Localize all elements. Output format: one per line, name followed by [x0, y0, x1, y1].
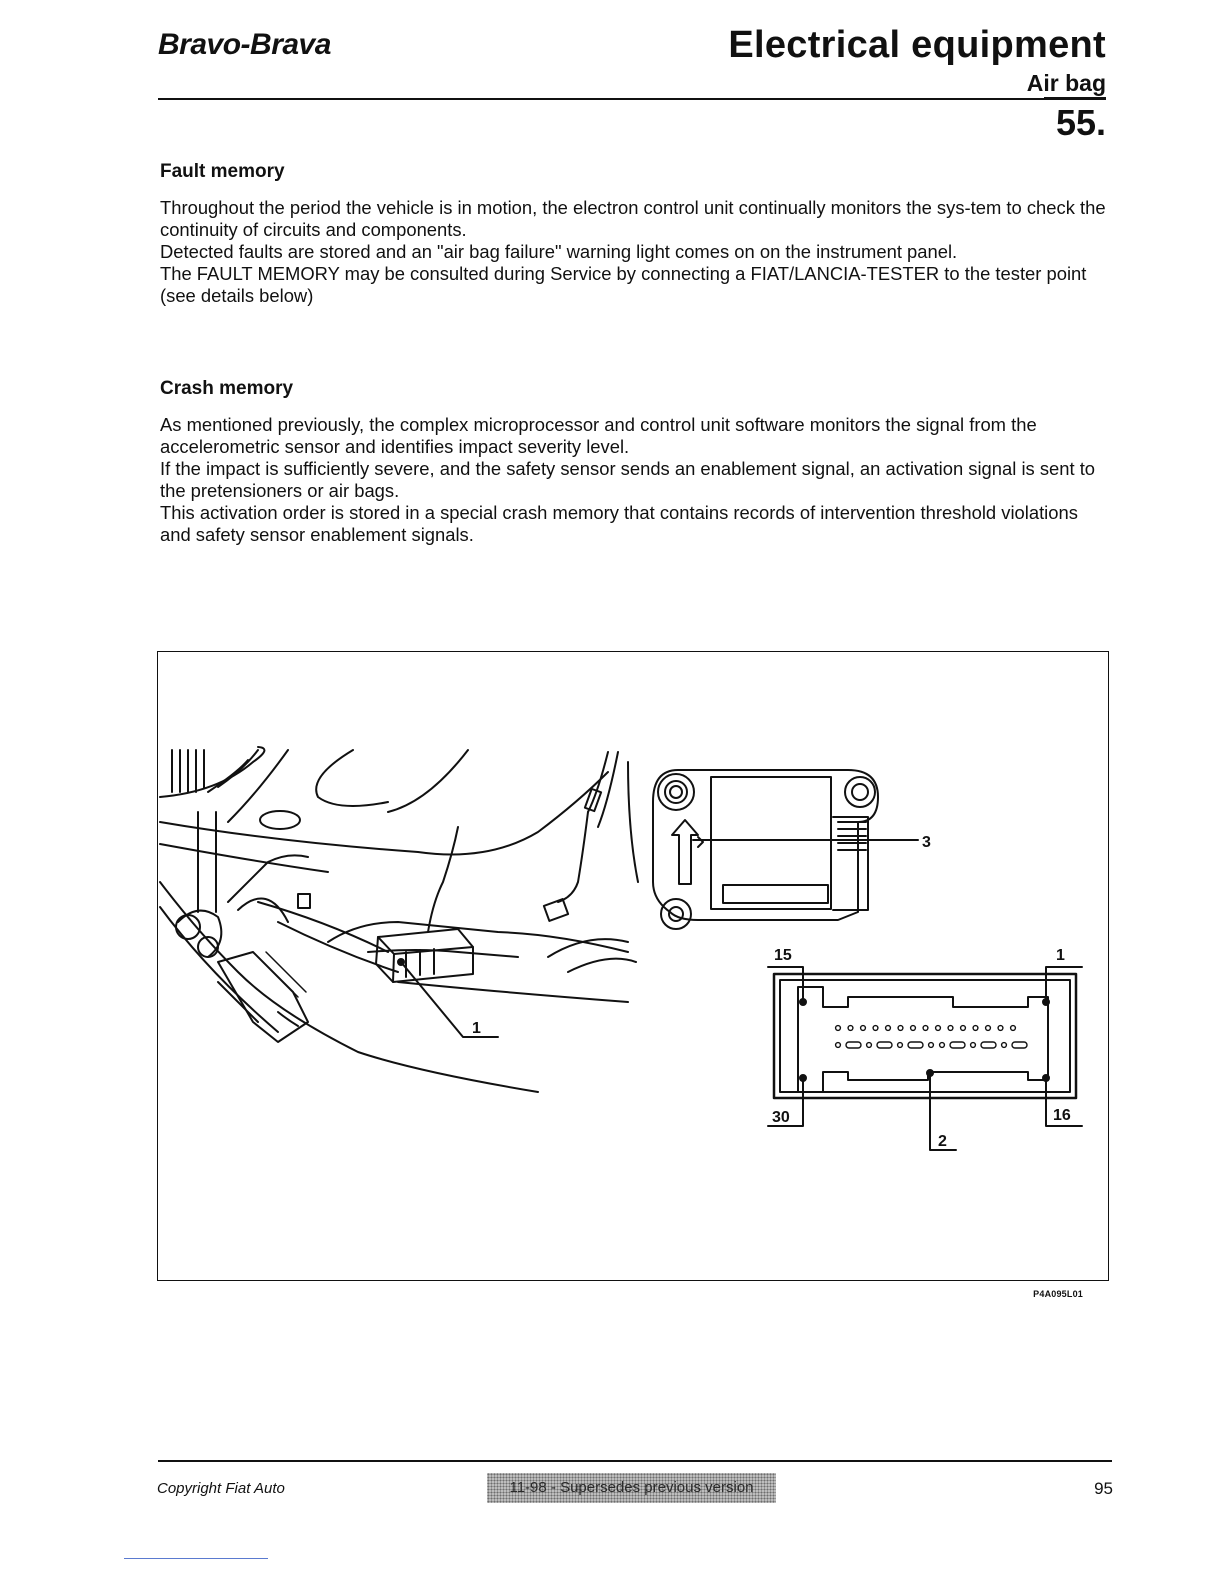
connector-pin — [986, 1026, 991, 1031]
crash-memory-body — [160, 414, 1108, 546]
connector-pin — [1012, 1042, 1027, 1048]
callout-2-connector: 2 — [938, 1133, 947, 1150]
connector-pin — [981, 1042, 996, 1048]
connector-pin — [867, 1043, 872, 1048]
callout-3-module: 3 — [922, 834, 931, 851]
section-number: 55. — [1055, 102, 1106, 143]
subsection-title: Air bag — [1026, 70, 1106, 96]
connector-pin — [898, 1026, 903, 1031]
header-divider — [158, 98, 1106, 100]
connector-pin — [1011, 1026, 1016, 1031]
connector-pin — [836, 1043, 841, 1048]
connector-pin — [940, 1043, 945, 1048]
crash-memory-heading: Crash memory — [160, 378, 294, 399]
figure-reference-code: P4A095L01 — [1033, 1289, 1083, 1299]
connector-pin — [936, 1026, 941, 1031]
section-title: Electrical equipment — [728, 24, 1106, 66]
paragraph: The FAULT MEMORY may be consulted during Service by connecting a FIAT/LANCIA-TESTER to the tester point (see details below) — [160, 263, 1087, 306]
connector-pin — [998, 1026, 1003, 1031]
airbag-control-unit-illustration — [158, 652, 1108, 1280]
connector-pin — [911, 1026, 916, 1031]
paragraph: Detected faults are stored and an "air bag failure" warning light comes on on the instrument panel. — [160, 241, 958, 262]
connector-pin — [923, 1026, 928, 1031]
connector-pin — [873, 1026, 878, 1031]
connector-pin — [877, 1042, 892, 1048]
fault-memory-body — [160, 197, 1108, 307]
connector-pin — [948, 1026, 953, 1031]
callout-1-control-unit: 1 — [472, 1020, 481, 1037]
connector-pin — [898, 1043, 903, 1048]
connector-pin — [973, 1026, 978, 1031]
paragraph: If the impact is sufficiently severe, and the safety sensor sends an enablement signal, an activation signal is sent to the pretensioners or air bags. — [160, 458, 1096, 501]
link-underline — [124, 1558, 268, 1559]
module-top-view-drawing — [653, 770, 918, 929]
paragraph: Throughout the period the vehicle is in motion, the electron control unit continually monitors the sys-tem to check the continuity of circuits and components. — [160, 197, 1106, 240]
callout-pin-15: 15 — [774, 947, 792, 964]
connector-pin — [886, 1026, 891, 1031]
section-number-rule — [1044, 97, 1106, 100]
revision-stamp: 11-98 - Supersedes previous version — [487, 1473, 776, 1503]
fault-memory-heading: Fault memory — [160, 161, 285, 182]
paragraph: As mentioned previously, the complex microprocessor and control unit software monitors the signal from the accelerometric sensor and identifies impact severity level. — [160, 414, 1037, 457]
connector-pin — [929, 1043, 934, 1048]
brand-title: Bravo-Brava — [158, 28, 331, 61]
footer-divider — [158, 1460, 1112, 1462]
callout-pin-16: 16 — [1053, 1107, 1071, 1124]
connector-pin — [950, 1042, 965, 1048]
callout-pin-1: 1 — [1056, 947, 1065, 964]
figure-frame — [157, 651, 1109, 1281]
vehicle-interior-drawing — [160, 747, 638, 1092]
connector-pin — [861, 1026, 866, 1031]
connector-pin — [961, 1026, 966, 1031]
copyright-notice: Copyright Fiat Auto — [157, 1480, 285, 1497]
connector-pin — [1002, 1043, 1007, 1048]
connector-pin — [848, 1026, 853, 1031]
connector-pinout-drawing — [768, 967, 1082, 1150]
connector-pin — [846, 1042, 861, 1048]
paragraph: This activation order is stored in a special crash memory that contains records of intervention threshold violations and safety sensor enablement signals. — [160, 502, 1078, 545]
callout-pin-30: 30 — [772, 1109, 790, 1126]
connector-pin — [836, 1026, 841, 1031]
connector-pin — [971, 1043, 976, 1048]
connector-pin — [908, 1042, 923, 1048]
page-number: 95 — [1094, 1479, 1113, 1498]
